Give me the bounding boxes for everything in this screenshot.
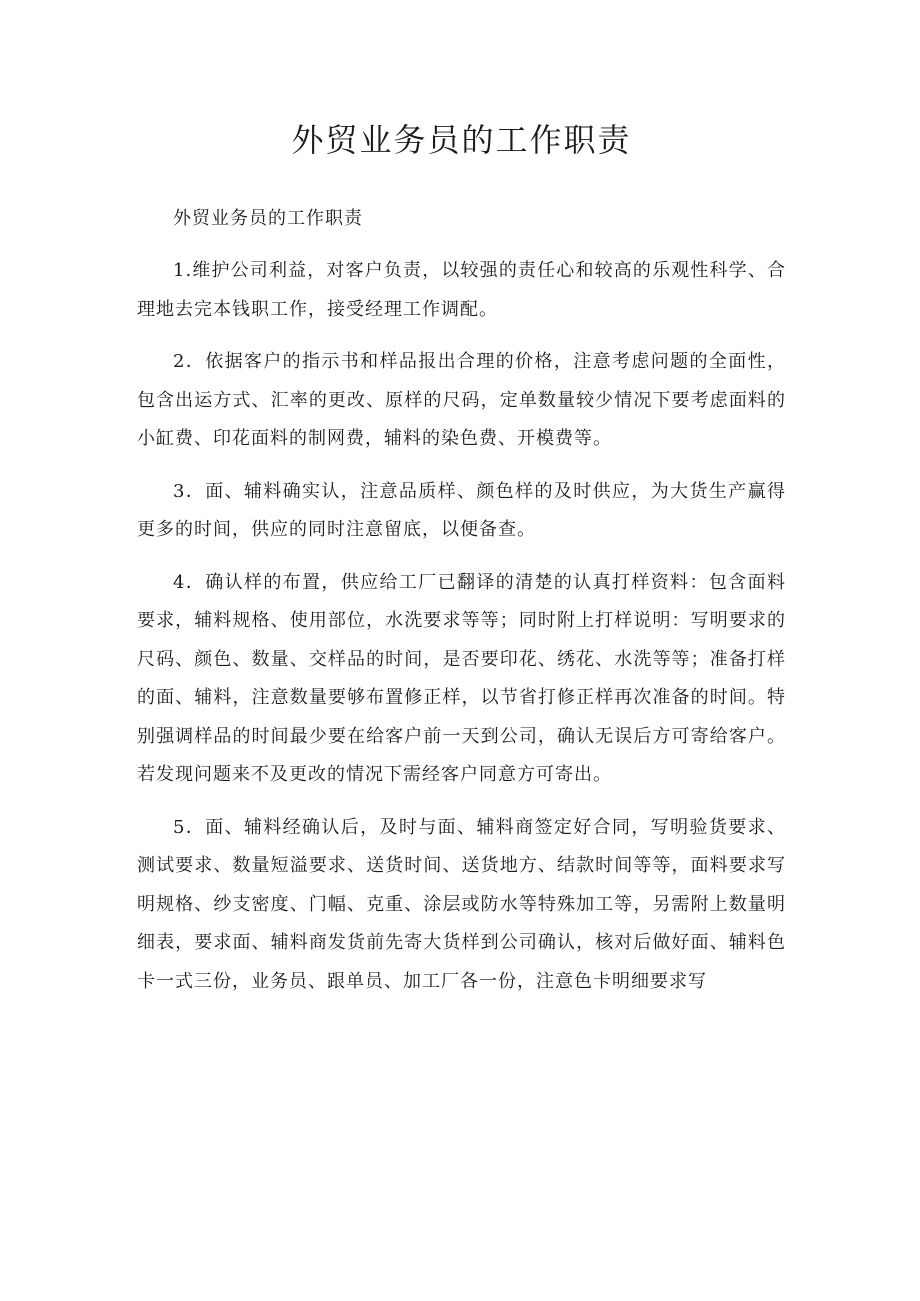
paragraph-5: 5．面、辅料经确认后，及时与面、辅料商签定好合同，写明验货要求、测试要求、数量短溢要求、送货时间、送货地方、结款时间等等，面料要求写明规格、纱支密度、门幅、克重、涂层或防水等特殊加工等，另需附上数量明细表，要求面、辅料商发货前先寄大货样到公司确认，核对后做好面、辅料色卡一式三份，业务员、跟单员、加工厂各一份，注意色卡明细要求写	[137, 816, 786, 992]
paragraph-1: 1.维护公司利益，对客户负责，以较强的责任心和较高的乐观性科学、合理地去完本钱职工作，接受经理工作调配。	[137, 260, 786, 320]
document-title: 外贸业务员的工作职责	[291, 121, 632, 159]
paragraph-3: 3．面、辅料确实认，注意品质样、颜色样的及时供应，为大货生产赢得更多的时间，供应的同时注意留底，以便备查。	[137, 480, 786, 540]
paragraph-2: 2．依据客户的指示书和样品报出合理的价格，注意考虑问题的全面性，包含出运方式、汇率的更改、原样的尺码，定单数量较少情况下要考虑面料的小缸费、印花面料的制网费，辅料的染色费、开模费等。	[137, 351, 786, 449]
document-subtitle: 外贸业务员的工作职责	[173, 208, 363, 229]
paragraph-4: 4．确认样的布置，供应给工厂已翻译的清楚的认真打样资料：包含面料要求，辅料规格、使用部位，水洗要求等等；同时附上打样说明：写明要求的尺码、颜色、数量、交样品的时间，是否要印花、绣花、水洗等等；准备打样的面、辅料，注意数量要够布置修正样，以节省打修正样再次准备的时间。特别强调样品的时间最少要在给客户前一天到公司，确认无误后方可寄给客户。若发现问题来不及更改的情况下需经客户同意方可寄出。	[137, 571, 786, 785]
